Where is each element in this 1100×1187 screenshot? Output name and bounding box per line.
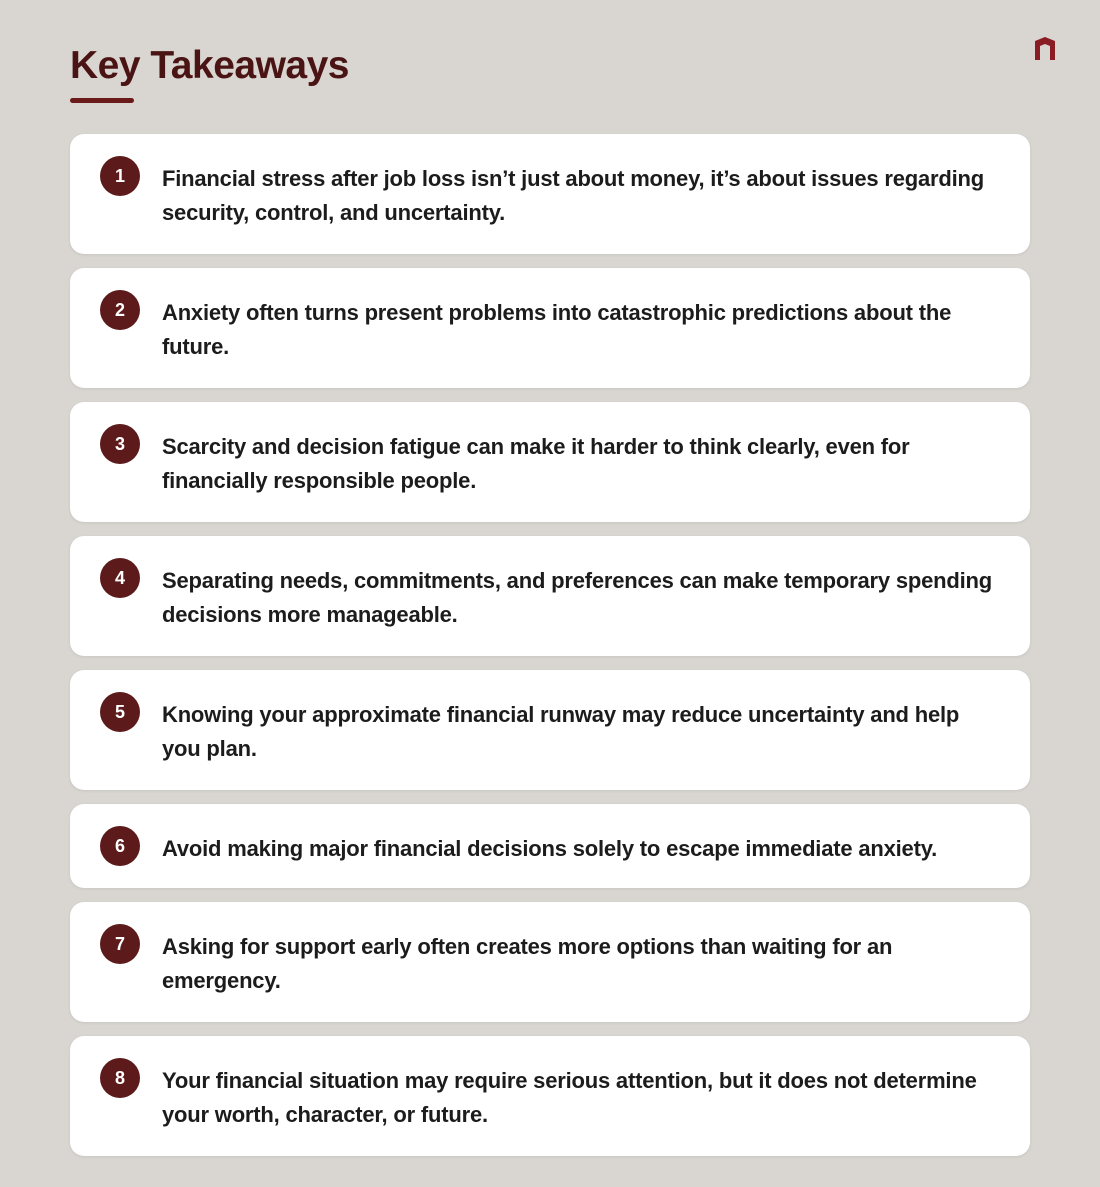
takeaway-text: Avoid making major financial decisions solely to escape immediate anxiety. (162, 836, 938, 861)
takeaway-text: Asking for support early often creates more options than waiting for an emergency. (162, 934, 893, 993)
takeaway-number-badge: 2 (100, 290, 140, 330)
takeaway-number-badge: 1 (100, 156, 140, 196)
takeaway-text: Knowing your approximate financial runway may reduce uncertainty and help you plan. (162, 702, 960, 761)
takeaway-text: Your financial situation may require serious attention, but it does not determine your worth, character, or future. (162, 1068, 977, 1127)
takeaway-number-badge: 6 (100, 826, 140, 866)
takeaway-card (70, 1036, 1030, 1156)
takeaway-text: Separating needs, commitments, and preferences can make temporary spending decisions more manageable. (162, 568, 993, 627)
takeaway-number-badge: 8 (100, 1058, 140, 1098)
takeaway-number-badge: 5 (100, 692, 140, 732)
page-title: Key Takeaways (70, 44, 349, 87)
takeaway-number-badge: 4 (100, 558, 140, 598)
title-underline (70, 98, 134, 103)
takeaway-list (70, 134, 1030, 1156)
takeaway-card (70, 134, 1030, 254)
takeaway-card (70, 268, 1030, 388)
takeaway-card (70, 804, 1030, 888)
takeaway-text: Anxiety often turns present problems into catastrophic predictions about the future. (162, 300, 952, 359)
takeaway-text: Scarcity and decision fatigue can make it harder to think clearly, even for financially responsible people. (162, 434, 910, 493)
takeaway-number-badge: 7 (100, 924, 140, 964)
takeaway-card (70, 670, 1030, 790)
takeaway-text: Financial stress after job loss isn’t just about money, it’s about issues regarding security, control, and uncertainty. (162, 166, 985, 225)
takeaway-number-badge: 3 (100, 424, 140, 464)
takeaway-card (70, 536, 1030, 656)
shield-logo-icon (1032, 36, 1058, 62)
takeaway-card (70, 902, 1030, 1022)
takeaway-card (70, 402, 1030, 522)
